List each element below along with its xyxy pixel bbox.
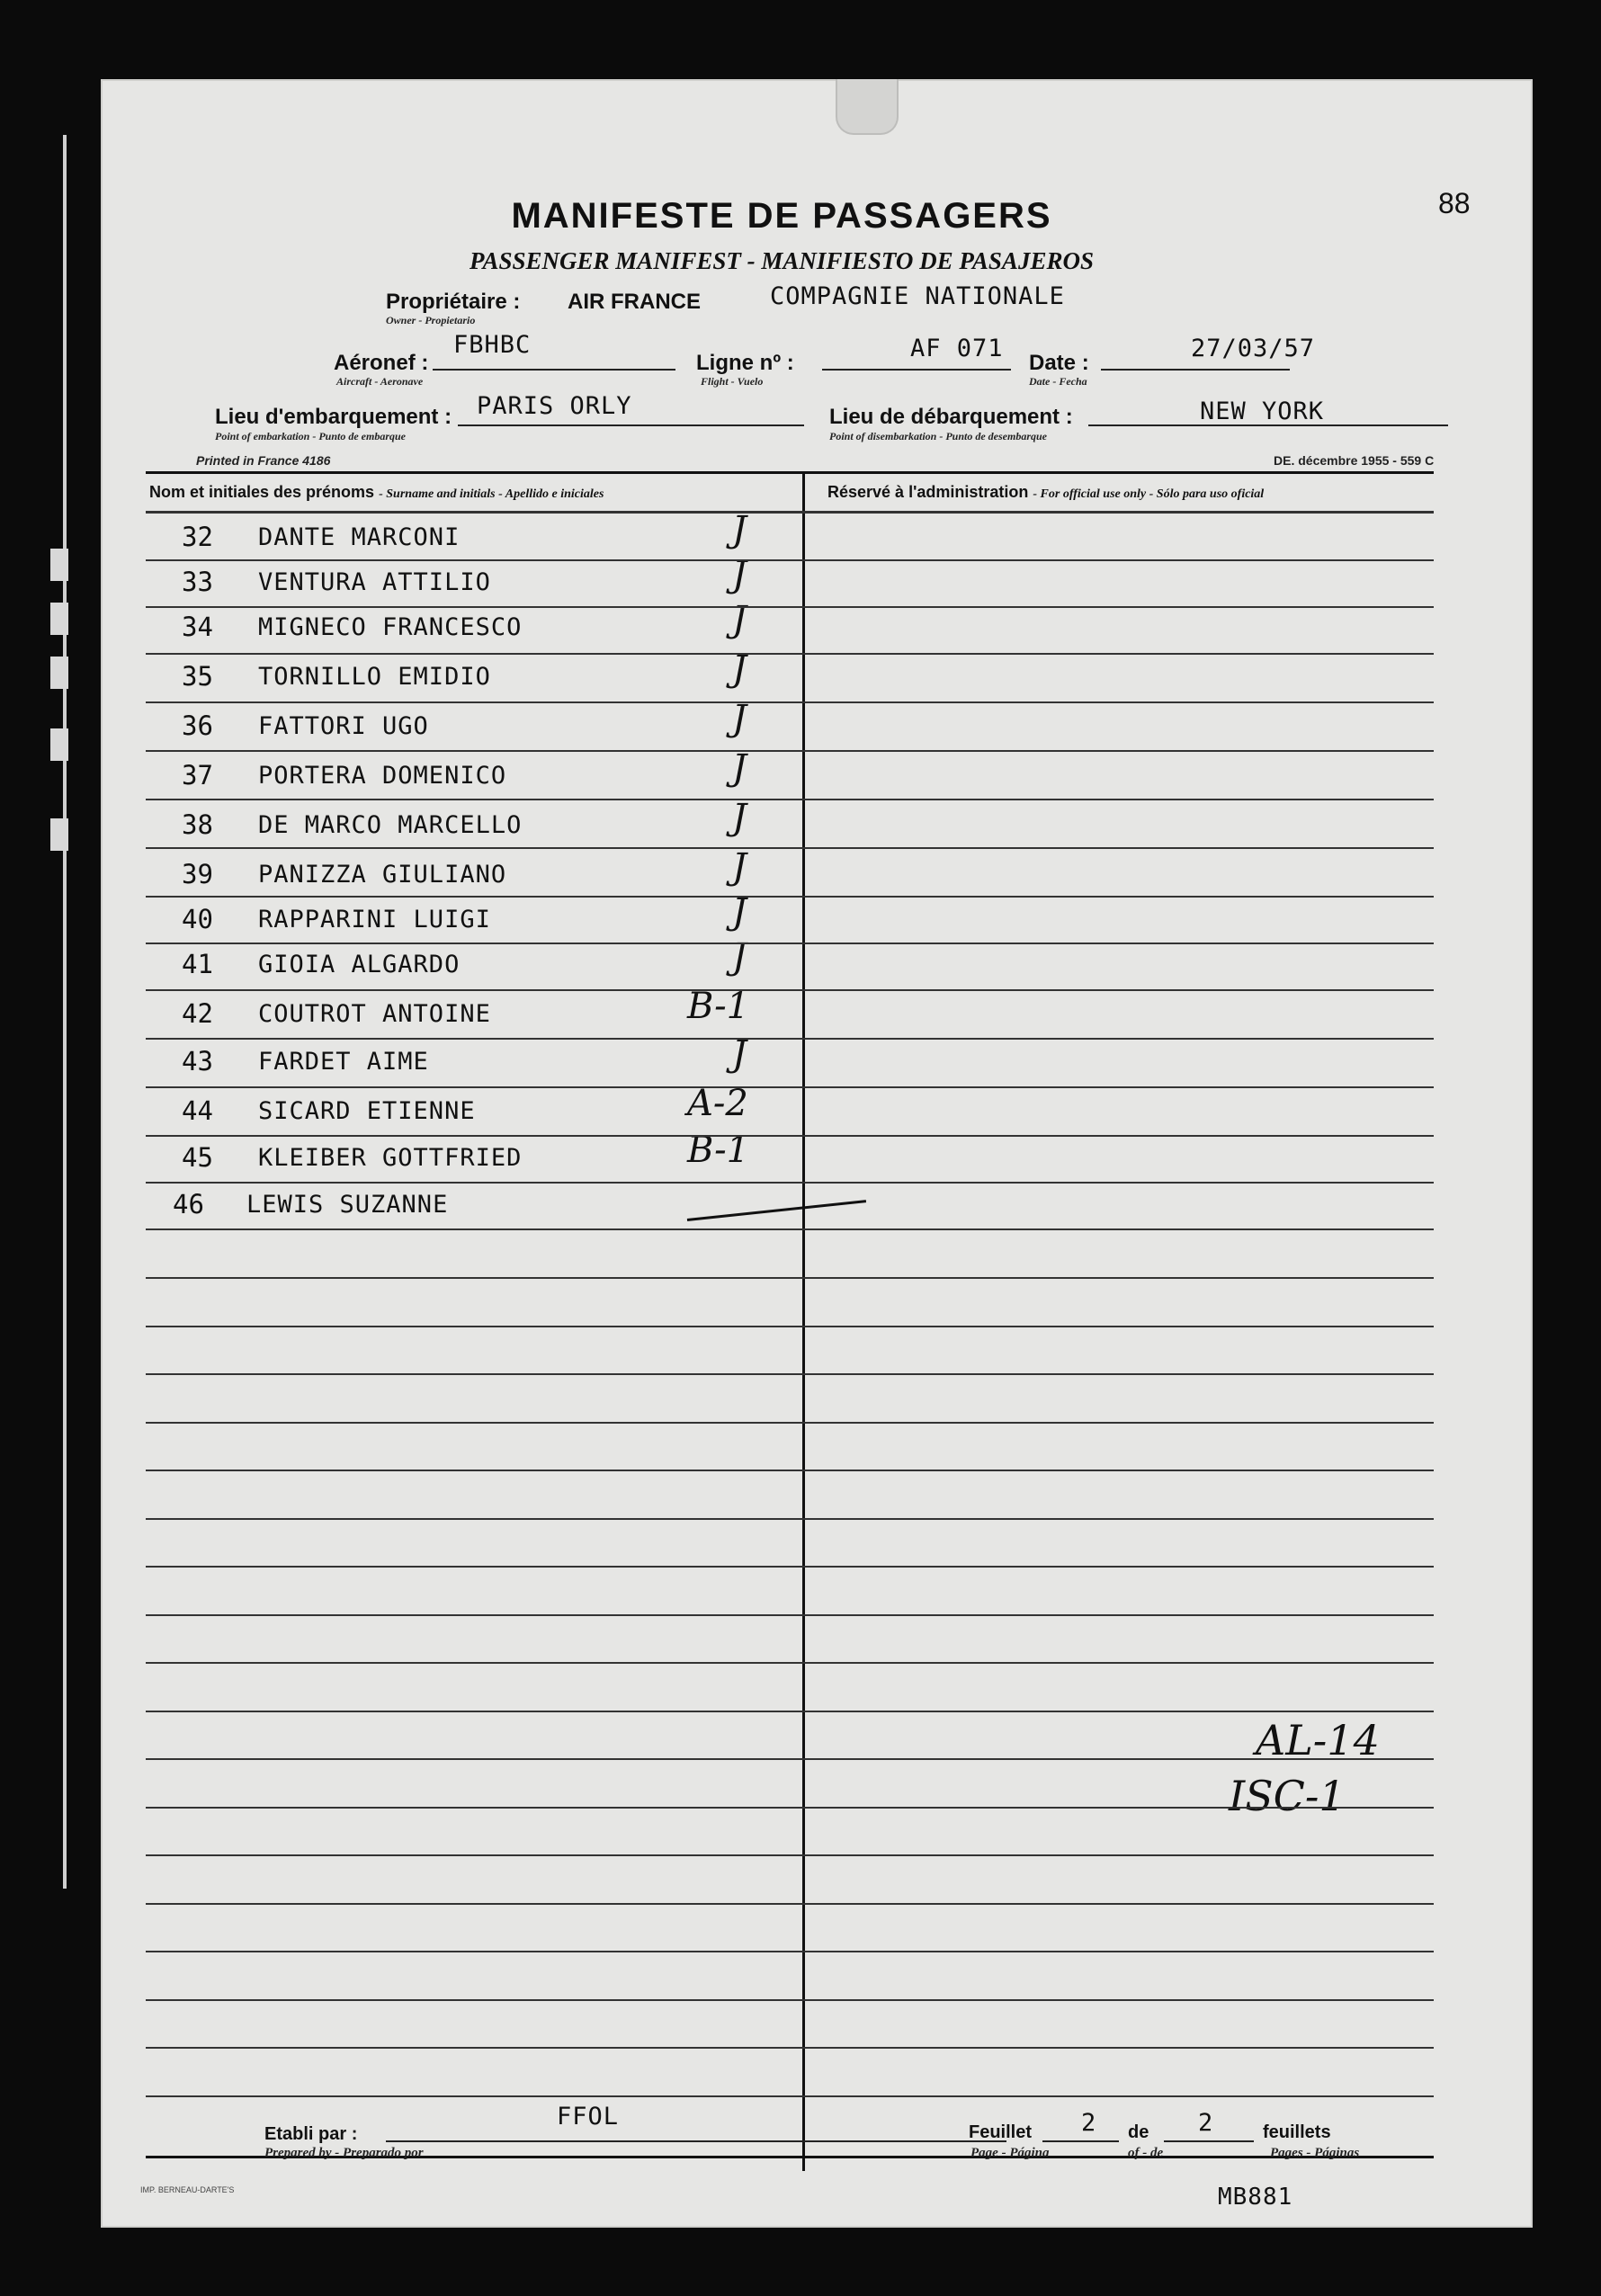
passenger-number: 44 — [182, 1095, 213, 1126]
date-sub: Date - Fecha — [1029, 375, 1087, 388]
table-rule — [146, 1758, 1434, 1760]
passenger-mark: B-1 — [687, 986, 750, 1027]
passenger-name: PORTERA DOMENICO — [258, 762, 507, 790]
passenger-name: VENTURA ATTILIO — [258, 568, 491, 596]
disembark-label: Lieu de débarquement : — [829, 405, 1073, 429]
passenger-name: FATTORI UGO — [258, 712, 429, 740]
annotation-line2: ISC-1 — [1229, 1772, 1346, 1820]
col1-header: Nom et initiales des prénoms - Surname and initials - Apellido e iniciales — [149, 483, 604, 501]
table-rule — [146, 1711, 1434, 1712]
passenger-number: 33 — [182, 567, 213, 597]
sheet-value: 2 — [1081, 2109, 1097, 2137]
passenger-number: 39 — [182, 859, 213, 889]
passenger-name: RAPPARINI LUIGI — [258, 906, 491, 934]
passenger-mark: J — [732, 509, 747, 550]
table-rule — [146, 1470, 1434, 1471]
passenger-name: SICARD ETIENNE — [258, 1097, 476, 1125]
passenger-mark: J — [732, 698, 747, 739]
stamp-number: MB881 — [1218, 2184, 1293, 2211]
table-rule — [146, 1999, 1434, 2001]
passenger-mark: B-1 — [687, 1130, 750, 1171]
table-rule — [146, 1038, 1434, 1040]
table-rule — [146, 653, 1434, 655]
passenger-number: 35 — [182, 661, 213, 692]
flight-sub: Flight - Vuelo — [701, 375, 764, 388]
owner-typed: COMPAGNIE NATIONALE — [770, 282, 1065, 310]
column-divider — [802, 471, 805, 2171]
passenger-number: 41 — [182, 949, 213, 979]
table-rule — [146, 1086, 1434, 1088]
disembark-sub: Point of disembarkation - Punto de desembarque — [829, 430, 1048, 442]
page-sub: Page - Página — [970, 2146, 1050, 2160]
table-rule — [146, 1228, 1434, 1230]
table-rule — [146, 1854, 1434, 1856]
passenger-number: 37 — [182, 760, 213, 791]
passenger-name: LEWIS SUZANNE — [246, 1191, 449, 1219]
sheets-label: feuillets — [1263, 2122, 1331, 2142]
passenger-number: 43 — [182, 1046, 213, 1077]
passenger-name: GIOIA ALGARDO — [258, 951, 461, 978]
annotation-line1: AL-14 — [1256, 1716, 1380, 1764]
passenger-name: KLEIBER GOTTFRIED — [258, 1144, 523, 1172]
manifest-sheet — [101, 79, 1533, 2228]
embark-label: Lieu d'embarquement : — [215, 405, 452, 429]
table-rule — [146, 1373, 1434, 1375]
passenger-name: TORNILLO EMIDIO — [258, 663, 491, 691]
prepared-label: Etabli par : — [264, 2124, 358, 2144]
table-rule — [146, 2047, 1434, 2049]
table-rule — [146, 1807, 1434, 1809]
passenger-mark: J — [732, 648, 747, 690]
pages-sub: Pages - Páginas — [1270, 2146, 1360, 2160]
passenger-mark: J — [732, 846, 747, 888]
passenger-mark: J — [732, 1033, 747, 1075]
passenger-number: 34 — [182, 612, 213, 642]
table-rule — [146, 1518, 1434, 1520]
owner-sub: Owner - Propietario — [386, 314, 476, 326]
table-rule — [146, 847, 1434, 849]
page-subtitle: PASSENGER MANIFEST - MANIFIESTO DE PASAJEROS — [470, 247, 1094, 274]
table-rule — [146, 701, 1434, 703]
aircraft-label: Aéronef : — [334, 351, 429, 375]
table-rule — [146, 1277, 1434, 1279]
passenger-mark: A-2 — [687, 1083, 748, 1124]
left-margin-artifacts — [0, 135, 101, 1934]
page-number: 88 — [1438, 187, 1471, 219]
table-rule — [146, 559, 1434, 561]
passenger-mark: J — [732, 599, 747, 640]
passenger-number: 40 — [182, 904, 213, 934]
passenger-number: 38 — [182, 809, 213, 840]
passenger-mark: J — [732, 891, 747, 933]
form-code: DE. décembre 1955 - 559 C — [1274, 453, 1435, 468]
prepared-value: FFOL — [557, 2103, 620, 2131]
of-value: 2 — [1198, 2109, 1214, 2137]
table-rule — [146, 1422, 1434, 1424]
passenger-number: 45 — [182, 1142, 213, 1173]
table-rule — [146, 1135, 1434, 1137]
date-label: Date : — [1029, 351, 1089, 375]
page-title: MANIFESTE DE PASSAGERS — [511, 196, 1052, 236]
table-rule — [146, 1182, 1434, 1184]
table-rule — [146, 1662, 1434, 1664]
passenger-mark: J — [732, 747, 747, 789]
aircraft-value: FBHBC — [453, 331, 532, 359]
passenger-mark: J — [732, 554, 747, 595]
printed-note: Printed in France 4186 — [196, 453, 331, 468]
owner-label: Propriétaire : — [386, 290, 521, 314]
table-rule — [146, 606, 1434, 608]
passenger-name: MIGNECO FRANCESCO — [258, 613, 523, 641]
aircraft-sub: Aircraft - Aeronave — [336, 375, 424, 388]
passenger-number: 46 — [173, 1189, 204, 1219]
table-rule — [146, 989, 1434, 991]
passenger-name: DE MARCO MARCELLO — [258, 811, 523, 839]
table-rule — [146, 896, 1434, 898]
flight-value: AF 071 — [910, 335, 1004, 362]
passenger-number: 42 — [182, 998, 213, 1029]
passenger-name: FARDET AIME — [258, 1048, 429, 1076]
passenger-name: DANTE MARCONI — [258, 523, 461, 551]
passenger-number: 32 — [182, 522, 213, 552]
of-sub: of - de — [1128, 2146, 1164, 2160]
passenger-name: COUTROT ANTOINE — [258, 1000, 491, 1028]
table-rule — [146, 750, 1434, 752]
col2-header: Réservé à l'administration - For official use only - Sólo para uso oficial — [827, 483, 1265, 501]
passenger-number: 36 — [182, 710, 213, 741]
date-value: 27/03/57 — [1191, 335, 1316, 362]
table-rule — [146, 943, 1434, 944]
passenger-mark: J — [732, 936, 747, 978]
table-rule — [146, 1566, 1434, 1568]
table-rule — [146, 1326, 1434, 1327]
of-label: de — [1128, 2122, 1149, 2142]
table-rule — [146, 2095, 1434, 2097]
imprint: IMP. BERNEAU-DARTE'S — [140, 2185, 235, 2194]
sheet-label: Feuillet — [969, 2122, 1033, 2142]
owner-value: AIR FRANCE — [568, 290, 701, 314]
table-rule — [146, 1903, 1434, 1905]
table-rule — [146, 1614, 1434, 1616]
disembark-value: NEW YORK — [1200, 398, 1325, 425]
table-rule — [146, 799, 1434, 800]
passenger-name: PANIZZA GIULIANO — [258, 861, 507, 889]
flight-label: Ligne nº : — [696, 351, 794, 375]
staple-tab — [836, 79, 899, 135]
table-rule — [146, 1951, 1434, 1952]
embark-sub: Point of embarkation - Punto de embarque — [215, 430, 407, 442]
embark-value: PARIS ORLY — [477, 392, 632, 420]
passenger-mark: J — [732, 797, 747, 838]
prepared-sub: Prepared by - Preparado por — [264, 2146, 424, 2160]
